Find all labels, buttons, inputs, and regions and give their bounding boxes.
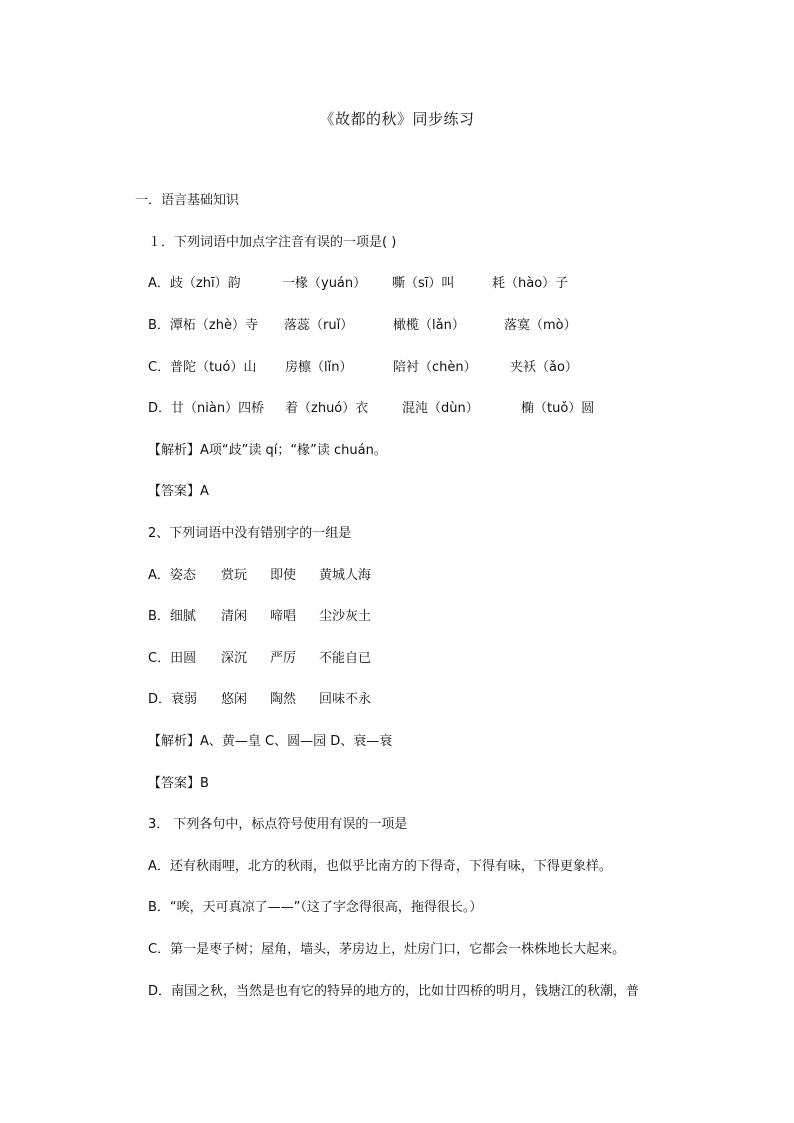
option-term: 落寞（mò） [504, 318, 577, 333]
answer-value: B [200, 776, 209, 791]
question-3-option-c: C．第一是枣子树；屋角，墙头，茅房边上，灶房门口，它都会一株株地长大起来。 [148, 942, 626, 957]
option-term: C．普陀（tuó）山 [148, 360, 257, 375]
answer-label: 【答案】 [148, 484, 201, 499]
option-term: 椭（tuǒ）圆 [521, 401, 595, 416]
question-3-option-b: B．“唉，天可真凉了——”（这了字念得很高，拖得很长。） [148, 900, 483, 915]
option-term: 严厉 [270, 651, 297, 666]
option-term: 橄榄（lǎn） [393, 318, 465, 333]
option-term: 即使 [270, 568, 297, 583]
option-term: B．潭柘（zhè）寺 [148, 318, 258, 333]
question-2-answer [148, 774, 209, 794]
question-1-stem: １．下列词语中加点字注音有误的一项是( ) [148, 235, 397, 250]
option-term: C．田圆 [148, 651, 197, 666]
option-term: 赏玩 [221, 568, 248, 583]
option-term: 着（zhuó）衣 [285, 401, 369, 416]
question-1-answer [148, 482, 209, 502]
question-3-option-d: D．南国之秋，当然是也有它的特异的地方的，比如廿四桥的明月，钱塘江的秋潮，普 [148, 984, 640, 999]
option-term: 尘沙灰土 [319, 609, 372, 624]
section-heading: 一．语言基础知识 [135, 193, 240, 208]
analysis-text: A、黄—皇 C、圆—园 D、衰—衰 [200, 734, 393, 749]
option-term: 黄城人海 [319, 568, 372, 583]
question-2-analysis [148, 732, 392, 752]
option-term: 耗（hào）子 [492, 276, 569, 291]
option-term: 悠闲 [221, 692, 248, 707]
option-term: 一椽（yuán） [282, 276, 367, 291]
page-title: 《故都的秋》同步练习 [319, 110, 475, 128]
question-3-option-a: A．还有秋雨哩，北方的秋雨，也似乎比南方的下得奇，下得有味，下得更象样。 [148, 859, 612, 874]
option-term: A．歧（zhī）韵 [148, 276, 241, 291]
option-term: 回味不永 [319, 692, 372, 707]
option-term: 房檩（lǐn） [285, 360, 353, 375]
answer-value: A [200, 484, 209, 499]
analysis-text: A项“歧”读 qí；“椽”读 chuán。 [200, 443, 387, 458]
option-term: A．姿态 [148, 568, 196, 583]
option-term: 陶然 [270, 692, 297, 707]
option-term: 陪衬（chèn） [393, 360, 477, 375]
option-term: D．廿（niàn）四桥 [148, 401, 265, 416]
question-1-analysis [148, 441, 387, 461]
option-term: 夹袄（ǎo） [510, 360, 578, 375]
option-term: D．衰弱 [148, 692, 198, 707]
analysis-label: 【解析】 [148, 734, 201, 749]
option-term: 落蕊（ruǐ） [284, 318, 354, 333]
question-2-stem: 2、下列词语中没有错别字的一组是 [148, 526, 352, 541]
analysis-label: 【解析】 [148, 443, 201, 458]
option-term: 啼唱 [270, 609, 297, 624]
option-term: 清闲 [221, 609, 248, 624]
option-term: 混沌（dùn） [402, 401, 479, 416]
option-term: 嘶（sī）叫 [392, 276, 455, 291]
answer-label: 【答案】 [148, 776, 201, 791]
option-term: 不能自已 [319, 651, 372, 666]
option-term: 深沉 [221, 651, 248, 666]
question-3-stem: 3． 下列各句中，标点符号使用有误的一项是 [148, 817, 408, 832]
option-term: B．细腻 [148, 609, 196, 624]
